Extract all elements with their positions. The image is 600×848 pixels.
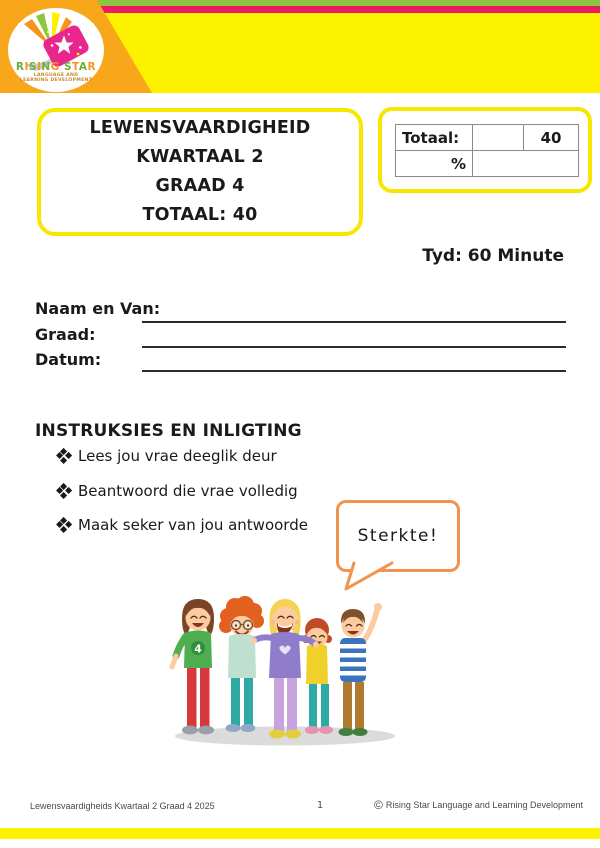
instructions-heading: INSTRUKSIES EN INLIGTING: [35, 421, 302, 441]
svg-text:4: 4: [194, 643, 202, 656]
footer-document-title: Lewensvaardigheids Kwartaal 2 Graad 4 2025: [30, 801, 215, 811]
title-subject: LEWENSVAARDIGHEID: [89, 118, 311, 138]
score-box: [378, 107, 592, 193]
diamond-bullet-icon: [57, 449, 71, 463]
logo-tagline-line1: LANGUAGE AND: [33, 73, 79, 78]
score-percent-label: %: [396, 151, 473, 177]
instruction-text: Beantwoord die vrae volledig: [78, 482, 298, 500]
name-field-line: [142, 321, 566, 323]
logo-brand-text: RISING STAR: [15, 61, 97, 73]
logo-tagline-line2: LEARNING DEVELOPMENT: [19, 78, 93, 84]
score-total-value: 40: [524, 125, 579, 151]
footer-copyright: [374, 799, 583, 811]
copyright-icon: ©: [374, 798, 383, 812]
date-field-label: Datum:: [35, 350, 102, 369]
top-banner: [0, 0, 600, 93]
name-field-label: Naam en Van:: [35, 299, 161, 318]
speech-bubble-tail: [340, 561, 420, 606]
title-box: [37, 108, 363, 236]
date-field-line: [142, 370, 566, 372]
child-1: [172, 599, 214, 735]
child-4: [302, 618, 333, 734]
footer-page-number: 1: [316, 800, 324, 811]
instruction-text: Lees jou vrae deeglik deur: [78, 447, 277, 465]
title-grade: GRAAD 4: [155, 176, 245, 196]
child-2: [219, 596, 264, 732]
score-total-label: Totaal:: [396, 125, 473, 151]
title-term: KWARTAAL 2: [136, 147, 264, 167]
child-5: [339, 603, 383, 736]
grade-field-line: [142, 346, 566, 348]
footer-copyright-text: Rising Star Language and Learning Development: [385, 800, 583, 810]
time-allocation: Tyd: 60 Minute: [422, 246, 564, 266]
title-total: TOTAAL: 40: [142, 205, 258, 225]
logo-tagline: [8, 73, 104, 84]
instruction-text: Maak seker van jou antwoorde: [78, 516, 308, 534]
instruction-item: [57, 482, 298, 500]
instruction-item: [57, 516, 308, 534]
score-table: [395, 124, 579, 177]
speech-bubble: Sterkte!: [336, 500, 460, 572]
bottom-yellow-bar: [0, 828, 600, 839]
instruction-item: [57, 447, 277, 465]
grade-field-label: Graad:: [35, 325, 96, 344]
score-percent-cell: [473, 151, 579, 177]
score-achieved-cell: [473, 125, 524, 151]
diamond-bullet-icon: [57, 518, 71, 532]
diamond-bullet-icon: [57, 484, 71, 498]
